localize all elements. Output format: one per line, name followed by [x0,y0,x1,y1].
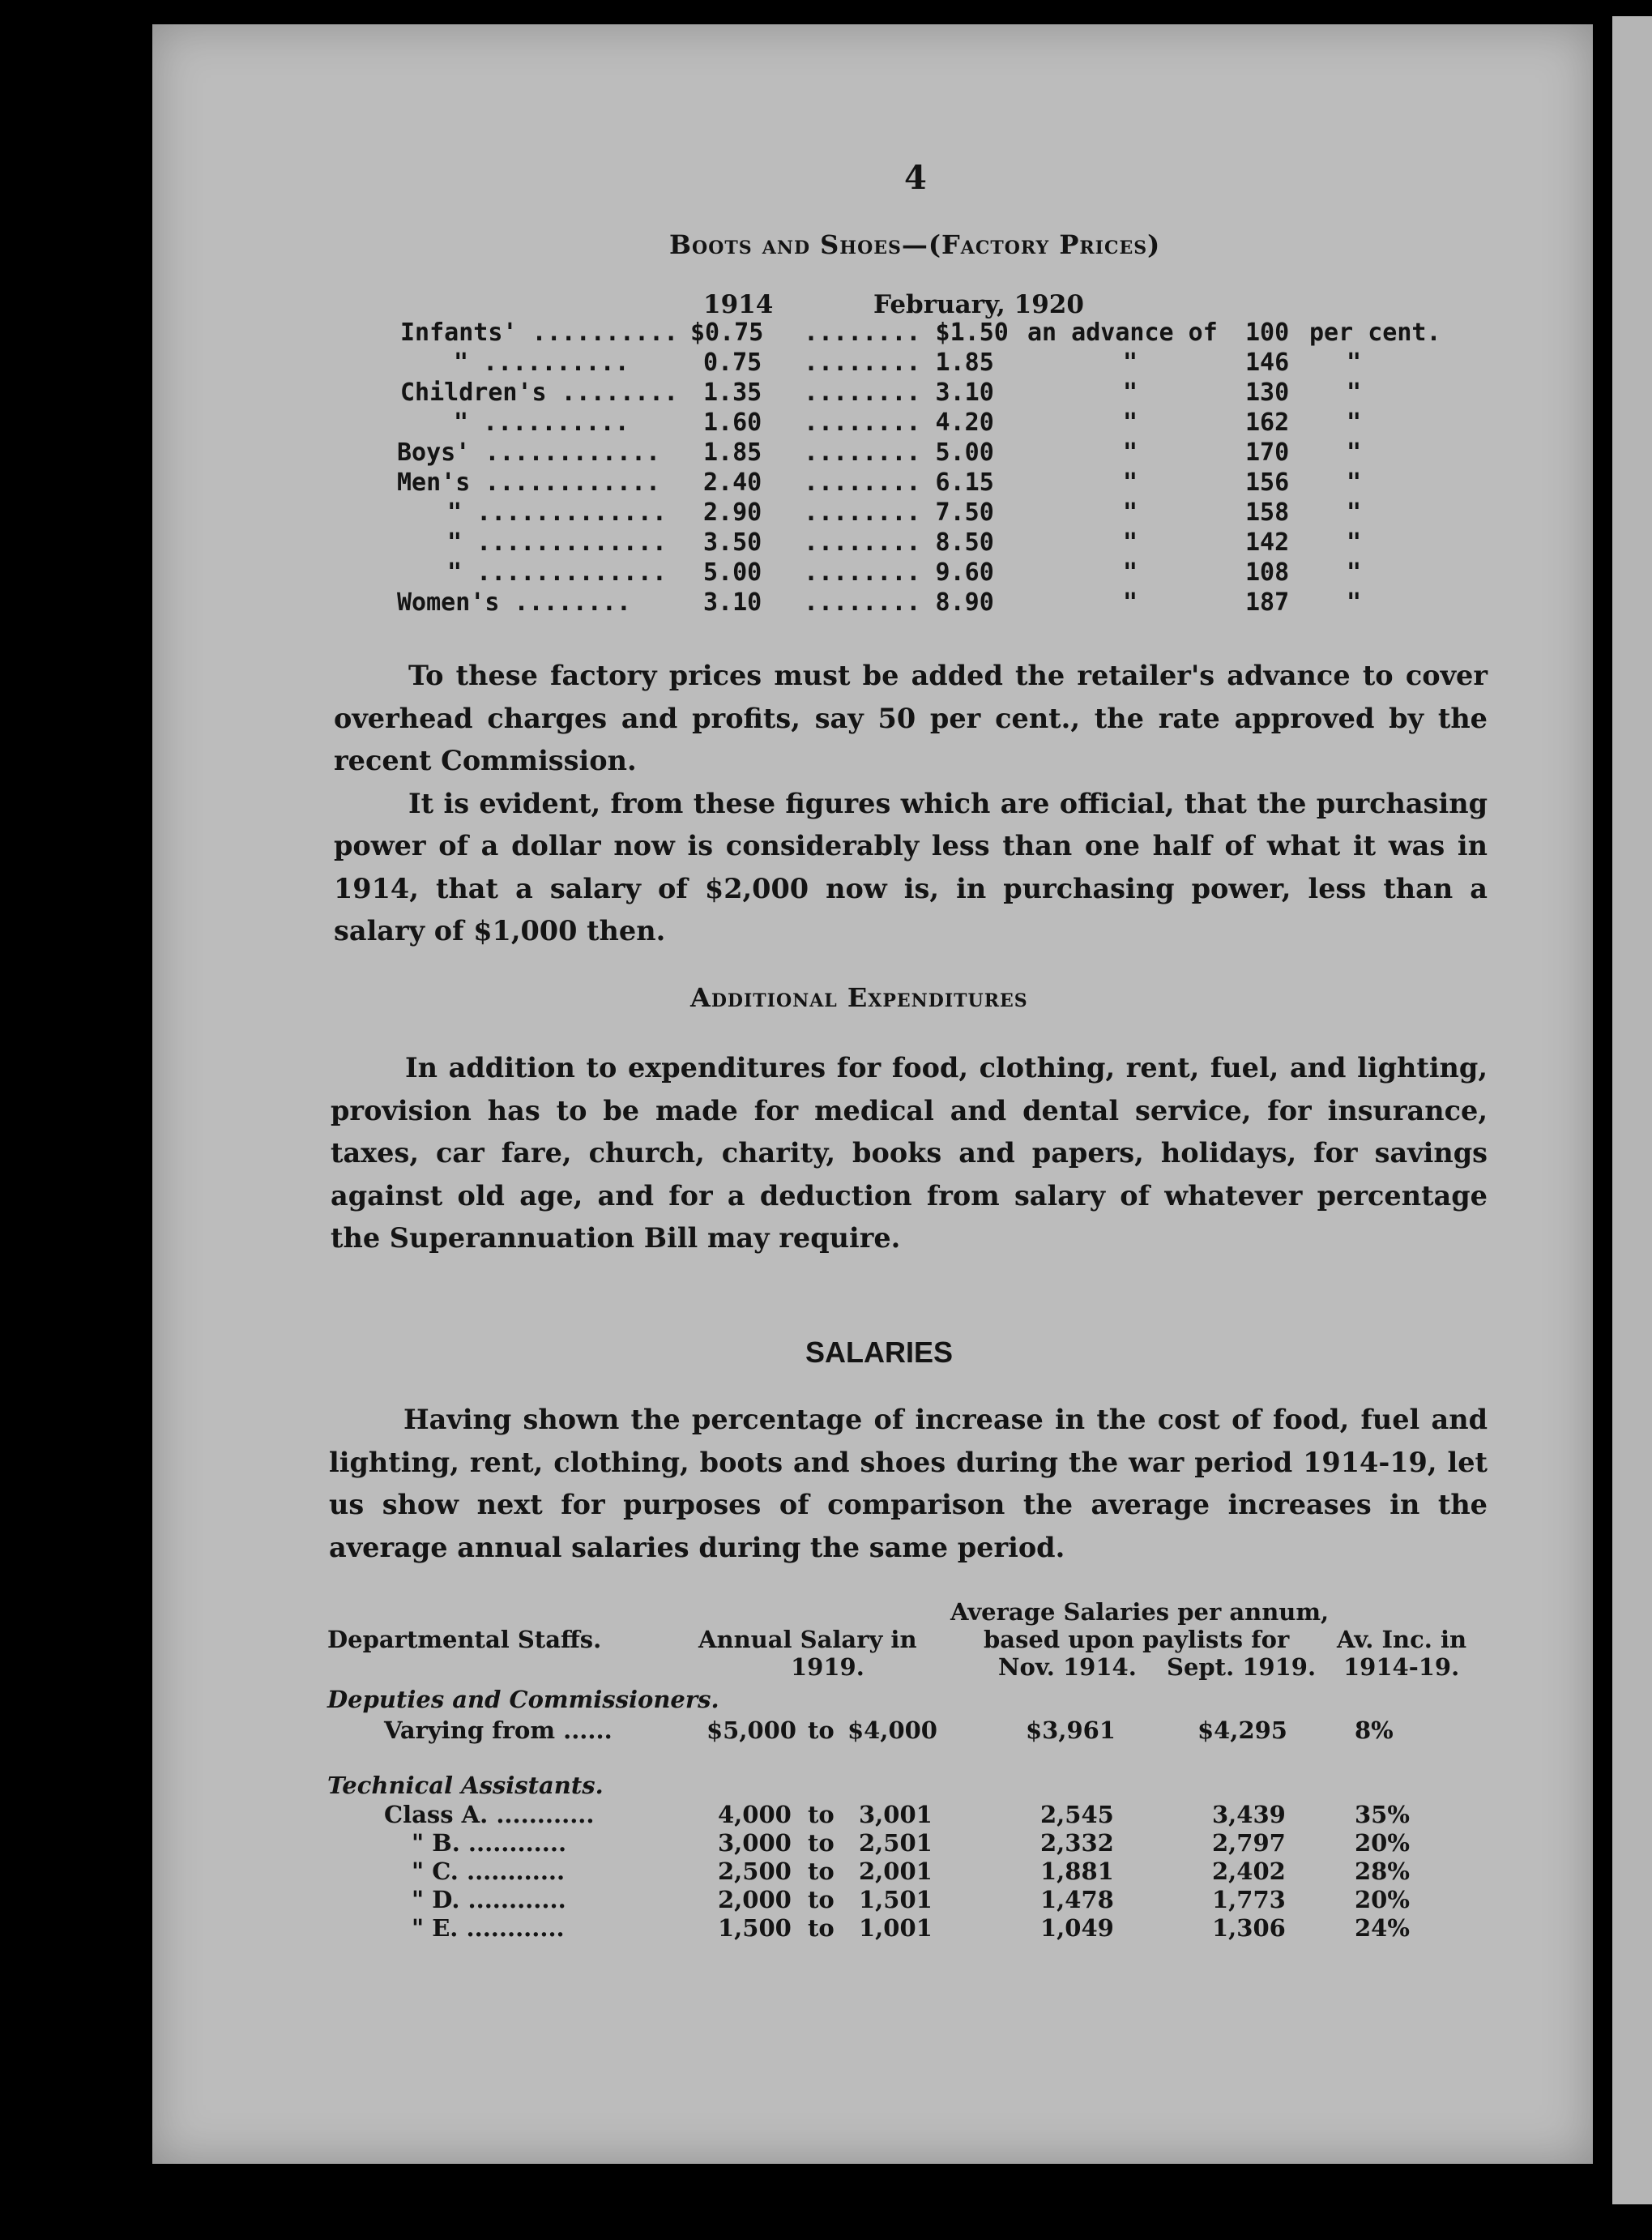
boots-price-1920: ........ 6.15 [804,468,994,497]
boots-table-title: Boots and Shoes—(Factory Prices) [669,229,1161,260]
paragraph: It is evident, from these figures which are official, that the purchasing power of a dollar now is considerably less than one half of what it was in 1914, that a salary of $2,000 now is, in purchasing power, less than a salary of $1,000 then. [334,787,1488,947]
salary-sept: 2,402 [1212,1857,1286,1885]
salary-sept: 3,439 [1212,1801,1286,1828]
salary-to: 1,001 [859,1914,933,1942]
boots-percent: 130 [1245,378,1290,407]
additional-expenditures-heading: Additional Expenditures [690,982,1028,1013]
salary-from: $5,000 [706,1716,796,1744]
paragraph: In addition to expenditures for food, clothing, rent, fuel, and lighting, provision has to be made for medical and dental service, for insurance, taxes, car fare, church, charity, books and papers, holidays, for savings against old age, and for a deduction from salary of whatever percentage the Superannuation Bill may require. [331,1052,1488,1254]
boots-percent: 187 [1245,588,1290,617]
factory-prices-text [334,655,1488,953]
boots-percent: 156 [1245,468,1290,497]
boots-price-1920: ........ 5.00 [804,438,994,467]
header-av-inc: Av. Inc. in [1337,1626,1467,1653]
boots-label: " .......... [454,348,630,377]
boots-price-1914: 1.35 [703,378,762,407]
additional-expenditures-text [331,1047,1488,1260]
salary-inc: 35% [1355,1801,1410,1828]
boots-suffix: " [1347,558,1362,587]
boots-price-1920: ........ 1.85 [804,348,994,377]
boots-suffix: " [1347,528,1362,557]
boots-price-1920: ........ 8.90 [804,588,994,617]
header-sept-1919: Sept. 1919. [1167,1653,1317,1681]
header-dept-staffs: Departmental Staffs. [327,1626,602,1653]
salary-label: Varying from ...... [384,1716,613,1744]
salary-inc: 28% [1355,1857,1410,1885]
boots-label: Men's ............ [397,468,661,497]
boots-price-1914: 3.50 [703,528,762,557]
boots-label: Infants' .......... [400,318,679,347]
header-based-upon: based upon paylists for [984,1626,1290,1653]
salary-nov: 1,881 [1040,1857,1114,1885]
boots-price-1914: 1.85 [703,438,762,467]
boots-percent: 170 [1245,438,1290,467]
salary-inc: 24% [1355,1914,1410,1942]
group-title-deputies: Deputies and Commissioners. [327,1686,719,1713]
salary-label: " E. ............ [412,1914,565,1942]
boots-price-1914: $0.75 [690,318,764,347]
boots-advance: " [1123,438,1138,467]
boots-advance: " [1123,408,1138,437]
group-title-technical: Technical Assistants. [327,1772,604,1799]
salary-nov: 2,332 [1040,1829,1114,1857]
boots-label: Boys' ............ [397,438,661,467]
boots-label: " ............. [447,528,667,557]
boots-percent: 146 [1245,348,1290,377]
boots-price-1914: 2.90 [703,498,762,527]
header-av-inc-years: 1914-19. [1343,1653,1460,1681]
boots-suffix: " [1347,378,1362,407]
paragraph: Having shown the percentage of increase in the cost of food, fuel and lighting, rent, clothing, boots and shoes during the war period 1914-19, let us show next for purposes of comparison the average increases in the average annual salaries during the same period. [329,1404,1488,1563]
boots-price-1914: 2.40 [703,468,762,497]
boots-price-1914: 5.00 [703,558,762,587]
boots-suffix: " [1347,348,1362,377]
salary-label: " B. ............ [412,1829,567,1857]
boots-percent: 142 [1245,528,1290,557]
boots-price-1914: 0.75 [703,348,762,377]
salary-to: 3,001 [859,1801,933,1828]
salary-to-word: to [808,1801,835,1828]
salary-label: Class A. ............ [384,1801,595,1828]
boots-percent: 158 [1245,498,1290,527]
salary-from: 3,000 [718,1829,792,1857]
page-number: 4 [904,159,927,197]
boots-suffix: " [1347,588,1362,617]
salary-nov: 2,545 [1040,1801,1114,1828]
boots-label: Women's ........ [397,588,631,617]
header-annual-year: 1919. [791,1653,864,1681]
salary-to: 1,501 [859,1886,933,1913]
salary-nov: $3,961 [1026,1716,1116,1744]
paragraph: To these factory prices must be added the retailer's advance to cover overhead charges and profits, say 50 per cent., the rate approved by the recent Commission. [334,660,1488,776]
salary-sept: 2,797 [1212,1829,1286,1857]
salary-to-word: to [808,1716,835,1744]
salary-from: 4,000 [718,1801,792,1828]
boots-col-1920: February, 1920 [873,290,1084,319]
boots-price-1914: 3.10 [703,588,762,617]
boots-advance: " [1123,348,1138,377]
salary-nov: 1,049 [1040,1914,1114,1942]
boots-label: " ............. [447,498,667,527]
salary-to: $4,000 [847,1716,937,1744]
salary-inc: 20% [1355,1886,1410,1913]
boots-suffix: " [1347,468,1362,497]
salary-inc: 8% [1355,1716,1394,1744]
boots-percent: 100 [1245,318,1290,347]
salary-inc: 20% [1355,1829,1410,1857]
boots-advance: " [1123,588,1138,617]
salary-to-word: to [808,1886,835,1913]
boots-advance: " [1123,558,1138,587]
salary-from: 1,500 [718,1914,792,1942]
boots-advance: " [1123,468,1138,497]
salary-label: " D. ............ [412,1886,566,1913]
salaries-text [329,1399,1488,1569]
boots-price-1920: ........ 4.20 [804,408,994,437]
salary-sept: 1,306 [1212,1914,1286,1942]
boots-price-1920: ........ $1.50 [804,318,1009,347]
boots-suffix: " [1347,408,1362,437]
header-annual-salary: Annual Salary in [698,1626,917,1653]
salary-sept: 1,773 [1212,1886,1286,1913]
boots-advance: an advance of [1027,318,1218,347]
boots-label: Children's ........ [400,378,679,407]
salary-sept: $4,295 [1197,1716,1287,1744]
boots-advance: " [1123,528,1138,557]
boots-price-1914: 1.60 [703,408,762,437]
boots-percent: 162 [1245,408,1290,437]
boots-suffix: per cent. [1309,318,1441,347]
boots-price-1920: ........ 3.10 [804,378,994,407]
boots-price-1920: ........ 7.50 [804,498,994,527]
boots-suffix: " [1347,438,1362,467]
boots-label: " ............. [447,558,667,587]
boots-advance: " [1123,378,1138,407]
adjacent-page-edge [1612,16,1652,2204]
boots-advance: " [1123,498,1138,527]
salary-to-word: to [808,1857,835,1885]
salary-label: " C. ............ [412,1857,566,1885]
header-nov-1914: Nov. 1914. [998,1653,1137,1681]
boots-suffix: " [1347,498,1362,527]
boots-col-1914: 1914 [703,290,774,319]
salary-to-word: to [808,1829,835,1857]
boots-label: " .......... [454,408,630,437]
salary-to-word: to [808,1914,835,1942]
salary-from: 2,000 [718,1886,792,1913]
header-average-salaries: Average Salaries per annum, [950,1598,1330,1626]
salaries-heading: SALARIES [805,1336,954,1369]
boots-price-1920: ........ 8.50 [804,528,994,557]
salary-nov: 1,478 [1040,1886,1114,1913]
boots-price-1920: ........ 9.60 [804,558,994,587]
salary-from: 2,500 [718,1857,792,1885]
salary-to: 2,001 [859,1857,933,1885]
salary-to: 2,501 [859,1829,933,1857]
boots-percent: 108 [1245,558,1290,587]
